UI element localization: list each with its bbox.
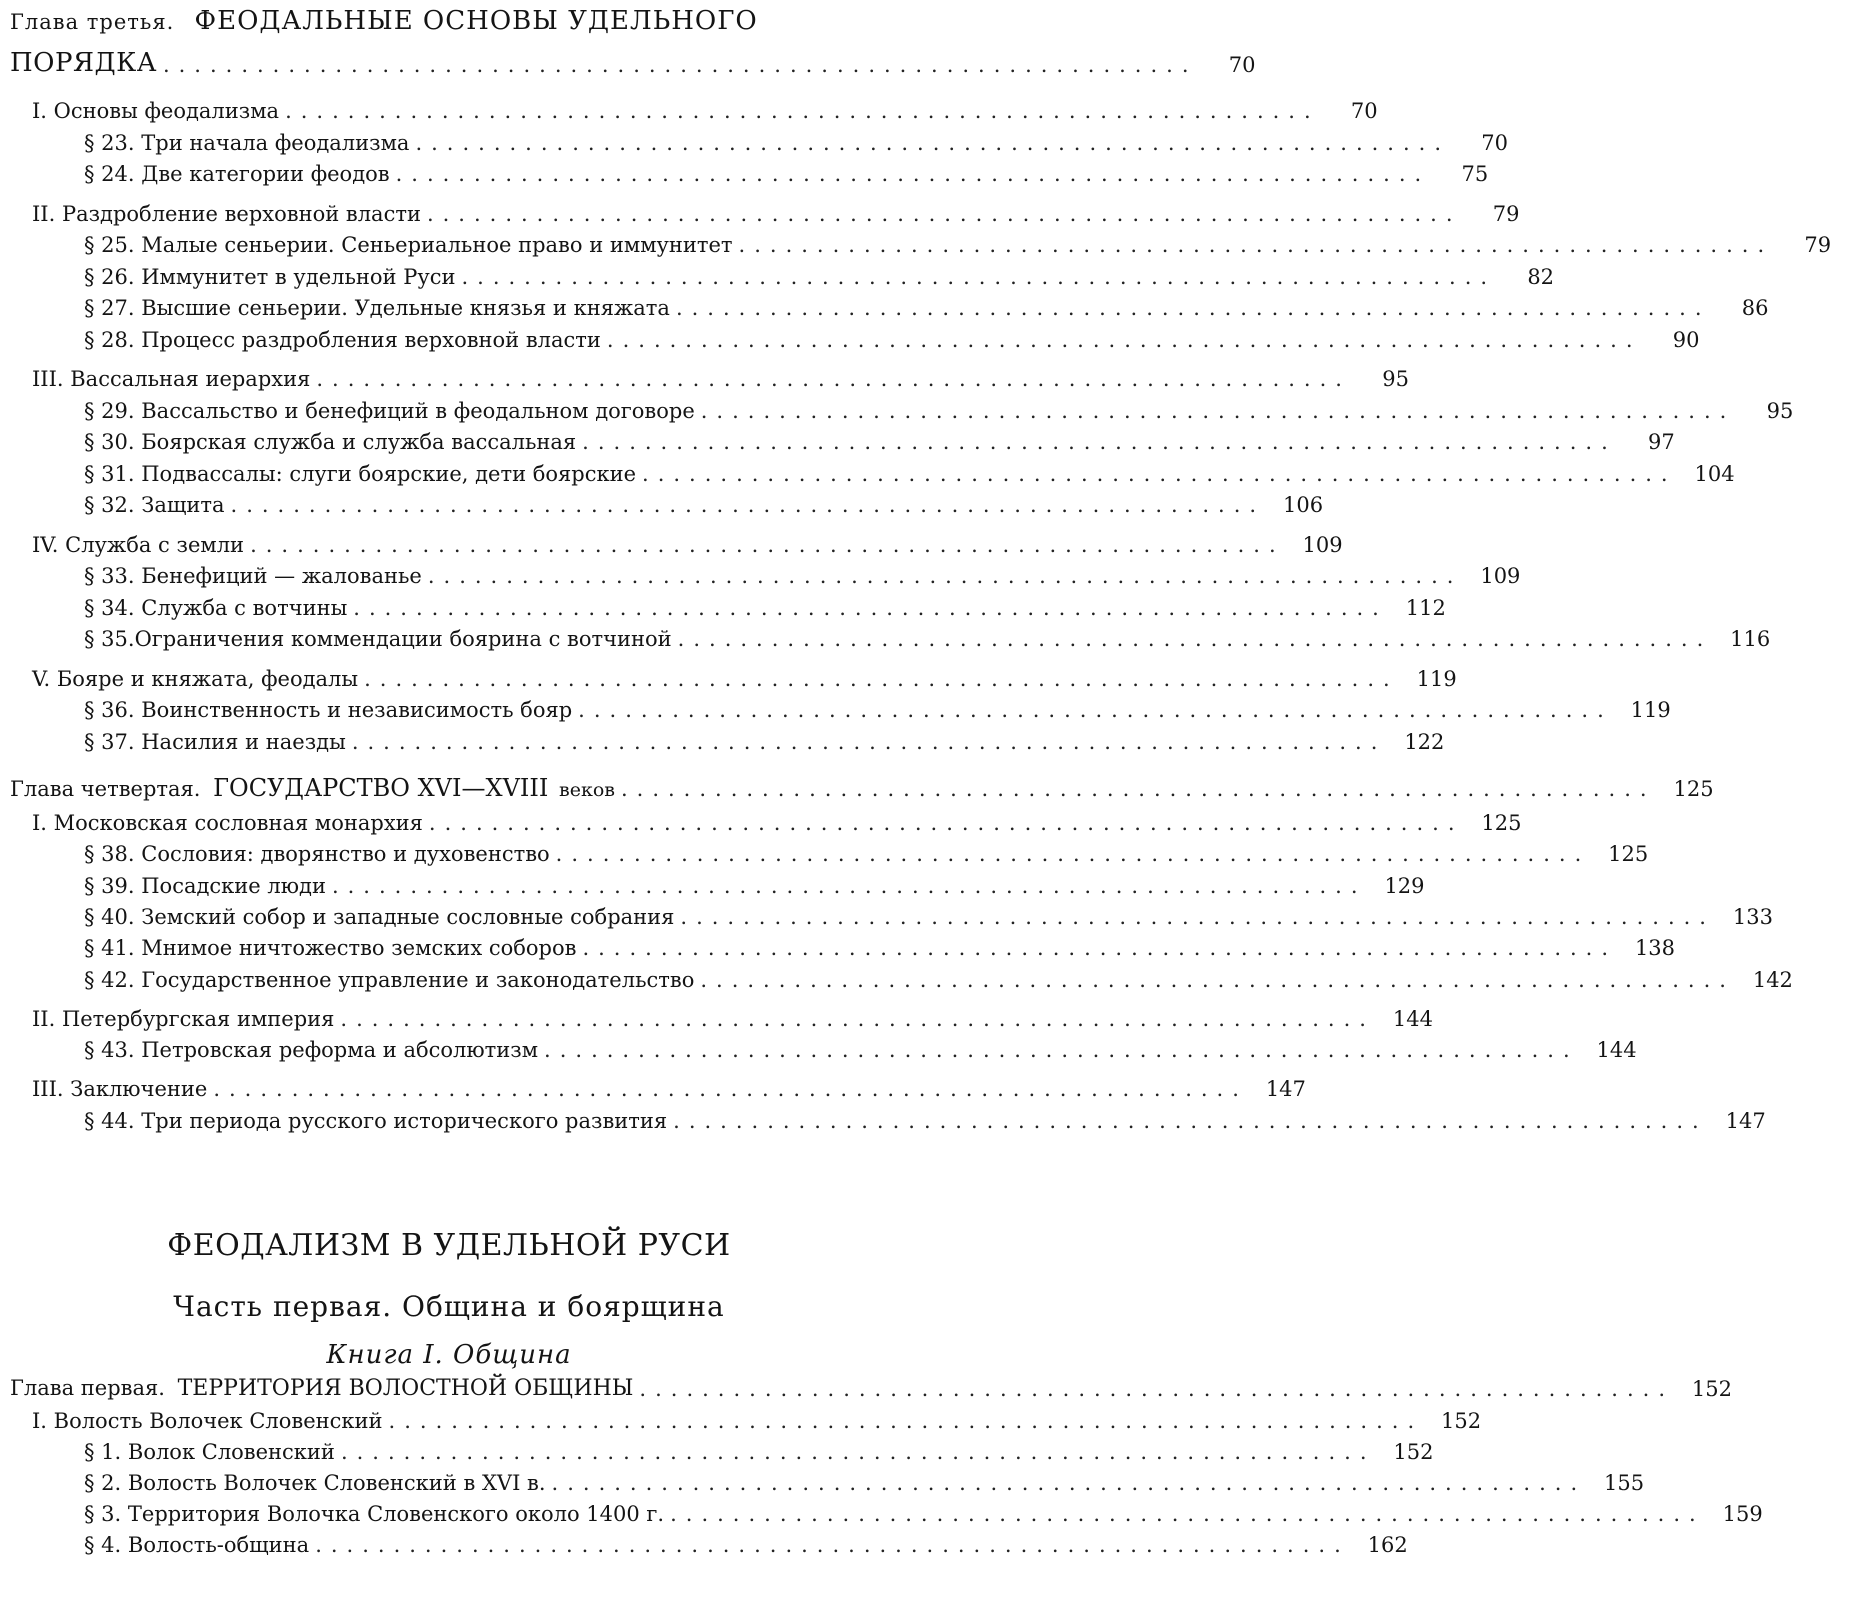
page-number: 129 bbox=[1384, 873, 1425, 898]
entry-title: I. Волость Волочек Словенский bbox=[32, 1409, 383, 1433]
entry-title: IV. Служба с земли bbox=[32, 532, 245, 557]
entry-title: § 41. Мнимое ничтожество земских соборов bbox=[84, 936, 577, 961]
page-number: 133 bbox=[1732, 904, 1773, 929]
leader-dots: .................................................................. bbox=[388, 1409, 1424, 1433]
chapter-4-title: ГОСУДАРСТВО XVI—XVIII bbox=[213, 774, 549, 802]
page-number: 70 bbox=[1350, 99, 1378, 123]
leader-dots: .................................................................. bbox=[340, 1440, 1376, 1464]
entry-title: § 28. Процесс раздробления верховной власти bbox=[84, 327, 601, 352]
entry-title: § 1. Волок Словенский bbox=[84, 1440, 335, 1464]
page-number: 119 bbox=[1416, 666, 1457, 691]
page-number: 144 bbox=[1596, 1038, 1637, 1063]
entry-title: V. Бояре и княжата, феодалы bbox=[32, 666, 359, 691]
leader-dots: .................................................................. bbox=[578, 698, 1613, 722]
page-number: 144 bbox=[1392, 1006, 1433, 1031]
page-number: 125 bbox=[1673, 777, 1714, 801]
page-number: 142 bbox=[1752, 967, 1793, 992]
entry-title: III. Заключение bbox=[32, 1077, 208, 1102]
entry-title: § 3. Территория Волочка Словенского около 1400 г. bbox=[84, 1502, 665, 1526]
page-number: 82 bbox=[1527, 264, 1555, 289]
entry-title: § 29. Вассальство и бенефиций в феодальном договоре bbox=[84, 398, 695, 423]
page-number: 162 bbox=[1367, 1533, 1408, 1557]
page-number: 86 bbox=[1741, 296, 1769, 320]
entry-title: § 24. Две категории феодов bbox=[84, 162, 390, 186]
leader-dots: .................................................................. bbox=[738, 233, 1774, 257]
page-number: 79 bbox=[1804, 233, 1832, 257]
page-number: 152 bbox=[1393, 1440, 1434, 1464]
leader-dots: .................................................................. bbox=[582, 430, 1617, 454]
page-number: 109 bbox=[1302, 532, 1343, 557]
leader-dots: .................................................................. bbox=[639, 1377, 1674, 1401]
leader-dots: .................................................................. bbox=[285, 99, 1320, 123]
leader-dots: .................................................................. bbox=[555, 842, 1591, 867]
chapter-3-title-line2: ПОРЯДКА bbox=[10, 48, 157, 78]
entry-title: § 33. Бенефиций — жалованье bbox=[84, 564, 422, 588]
entry-title: § 31. Подвассалы: слуги боярские, дети боярские bbox=[84, 461, 637, 486]
chapter-3-title-line1: ФЕОДАЛЬНЫЕ ОСНОВЫ УДЕЛЬНОГО bbox=[194, 6, 758, 36]
page-number: 104 bbox=[1694, 461, 1735, 486]
page-number: 106 bbox=[1283, 493, 1324, 517]
leader-dots: .................................................................. bbox=[606, 327, 1642, 352]
leader-dots: .................................................................. bbox=[675, 296, 1711, 320]
entry-title: § 4. Волость-община bbox=[84, 1533, 310, 1557]
page-number: 116 bbox=[1730, 627, 1771, 651]
leader-dots: .................................................................. bbox=[316, 367, 1351, 391]
leader-dots: .................................................................. bbox=[428, 811, 1464, 835]
entry-title: § 30. Боярская служба и служба вассальная bbox=[84, 430, 577, 454]
leader-dots: .................................................................. bbox=[331, 873, 1367, 898]
entry-title: § 39. Посадские люди bbox=[84, 873, 326, 898]
entry-title: I. Основы феодализма bbox=[32, 99, 280, 123]
entry-title: § 38. Сословия: дворянство и духовенство bbox=[84, 842, 550, 867]
leader-dots: .................................................................. bbox=[351, 729, 1387, 754]
chapter-4-suffix: веков bbox=[559, 779, 615, 801]
toc-subsection-row bbox=[10, 612, 1771, 651]
entry-title: § 26. Иммунитет в удельной Руси bbox=[84, 264, 456, 289]
page-number: 122 bbox=[1404, 729, 1445, 754]
page-number: 95 bbox=[1766, 398, 1794, 423]
entry-title: III. Вассальная иерархия bbox=[32, 367, 311, 391]
entry-title: § 25. Малые сеньерии. Сеньериальное право и иммунитет bbox=[84, 233, 733, 257]
toc-subsection-row bbox=[10, 313, 1700, 352]
entry-title: § 2. Волость Волочек Словенский в XVI в. bbox=[84, 1471, 546, 1495]
page-number: 112 bbox=[1405, 595, 1446, 620]
leader-dots: .................................................................. bbox=[551, 1471, 1587, 1495]
entry-title: § 44. Три периода русского исторического развития bbox=[84, 1108, 668, 1133]
entry-title: II. Раздробление верховной власти bbox=[32, 201, 421, 226]
toc-subsection-row bbox=[10, 147, 1489, 186]
leader-dots: .................................................................. bbox=[250, 532, 1285, 557]
entry-title: § 27. Высшие сеньерии. Удельные князья и княжата bbox=[84, 296, 670, 320]
leader-dots: .................................................................. bbox=[230, 493, 1266, 517]
page-number: 152 bbox=[1691, 1377, 1732, 1401]
leader-dots: .................................................................. bbox=[426, 201, 1462, 226]
entry-title: I. Московская сословная монархия bbox=[32, 811, 423, 835]
leader-dots: .................................................................. bbox=[642, 461, 1677, 486]
entry-title: § 37. Насилия и наезды bbox=[84, 729, 346, 754]
leader-dots: .................................................................. bbox=[544, 1038, 1579, 1063]
page-number: 90 bbox=[1672, 327, 1700, 352]
leader-dots: .................................................................. bbox=[620, 777, 1656, 801]
page-number: 75 bbox=[1461, 162, 1489, 186]
entry-title: § 40. Земский собор и западные сословные собрания bbox=[84, 904, 675, 929]
leader-dots: .................................................................. bbox=[315, 1533, 1350, 1557]
leader-dots: .................................................................. bbox=[461, 264, 1497, 289]
leader-dots: .................................................................. bbox=[395, 162, 1431, 186]
page-number: 95 bbox=[1382, 367, 1409, 391]
entry-title: § 35.Ограничения коммендации боярина с вотчиной bbox=[84, 627, 672, 651]
toc-subsection-row bbox=[10, 1518, 1408, 1557]
leader-dots: .................................................................. bbox=[364, 666, 1399, 691]
page-number: 159 bbox=[1722, 1502, 1763, 1526]
toc-subsection-row bbox=[10, 953, 1793, 992]
part-title: Часть первая. Община и боярщина bbox=[173, 1290, 725, 1323]
entry-title: § 42. Государственное управление и законодательство bbox=[84, 967, 695, 992]
page-number: 119 bbox=[1630, 698, 1671, 722]
leader-dots: .................................................................. bbox=[700, 398, 1736, 423]
page-number: 125 bbox=[1481, 811, 1522, 835]
toc-subsection-row bbox=[10, 715, 1445, 754]
book-title: ФЕОДАЛИЗМ В УДЕЛЬНОЙ РУСИ bbox=[167, 1228, 731, 1263]
chapter-3-title-row bbox=[10, 38, 1256, 78]
toc-subsection-row bbox=[10, 1094, 1766, 1133]
book-subtitle: Книга I. Община bbox=[326, 1340, 572, 1370]
page-number: 109 bbox=[1480, 564, 1521, 588]
entry-title: § 23. Три начала феодализма bbox=[84, 130, 410, 155]
entry-title: § 43. Петровская реформа и абсолютизм bbox=[84, 1038, 539, 1063]
leader-dots: .................................................................. bbox=[340, 1006, 1375, 1031]
page-number: 147 bbox=[1725, 1108, 1766, 1133]
toc-subsection-row bbox=[10, 1023, 1637, 1063]
page-number: 152 bbox=[1441, 1409, 1482, 1433]
entry-title: § 34. Служба с вотчины bbox=[84, 595, 348, 620]
leader-dots: .................................................................. bbox=[162, 53, 1198, 77]
page-number: 155 bbox=[1604, 1471, 1645, 1495]
page-number: 70 bbox=[1481, 130, 1509, 155]
leader-dots: .................................................................. bbox=[700, 967, 1735, 992]
page-number: 138 bbox=[1634, 936, 1676, 961]
page-number: 97 bbox=[1648, 430, 1675, 454]
page-number: 79 bbox=[1492, 201, 1520, 226]
toc-subsection-row bbox=[10, 478, 1324, 517]
leader-dots: .................................................................. bbox=[677, 627, 1713, 651]
page-number: 147 bbox=[1265, 1077, 1306, 1102]
leader-dots: .................................................................. bbox=[673, 1108, 1708, 1133]
entry-title: § 36. Воинственность и независимость бояр bbox=[84, 698, 573, 722]
leader-dots: .................................................................. bbox=[415, 130, 1451, 155]
entry-title: § 32. Защита bbox=[84, 493, 225, 517]
leader-dots: .................................................................. bbox=[427, 564, 1463, 588]
chapter-4-heading bbox=[10, 762, 1714, 802]
chapter-3-heading bbox=[10, 6, 898, 36]
leader-dots: .................................................................. bbox=[353, 595, 1388, 620]
page-number: 70 bbox=[1228, 53, 1256, 77]
leader-dots: .................................................................. bbox=[680, 904, 1715, 929]
chapter-1-label: Глава первая. bbox=[10, 1376, 165, 1400]
page-number: 125 bbox=[1608, 842, 1649, 867]
leader-dots: .................................................................. bbox=[582, 936, 1618, 961]
chapter-1-title: ТЕРРИТОРИЯ ВОЛОСТНОЙ ОБЩИНЫ bbox=[177, 1376, 634, 1401]
entry-title: II. Петербургская империя bbox=[32, 1006, 335, 1031]
leader-dots: .................................................................. bbox=[213, 1077, 1248, 1102]
chapter-4-label: Глава четвертая. bbox=[10, 777, 201, 801]
chapter-3-label: Глава третья. bbox=[10, 10, 175, 34]
leader-dots: .................................................................. bbox=[670, 1502, 1705, 1526]
